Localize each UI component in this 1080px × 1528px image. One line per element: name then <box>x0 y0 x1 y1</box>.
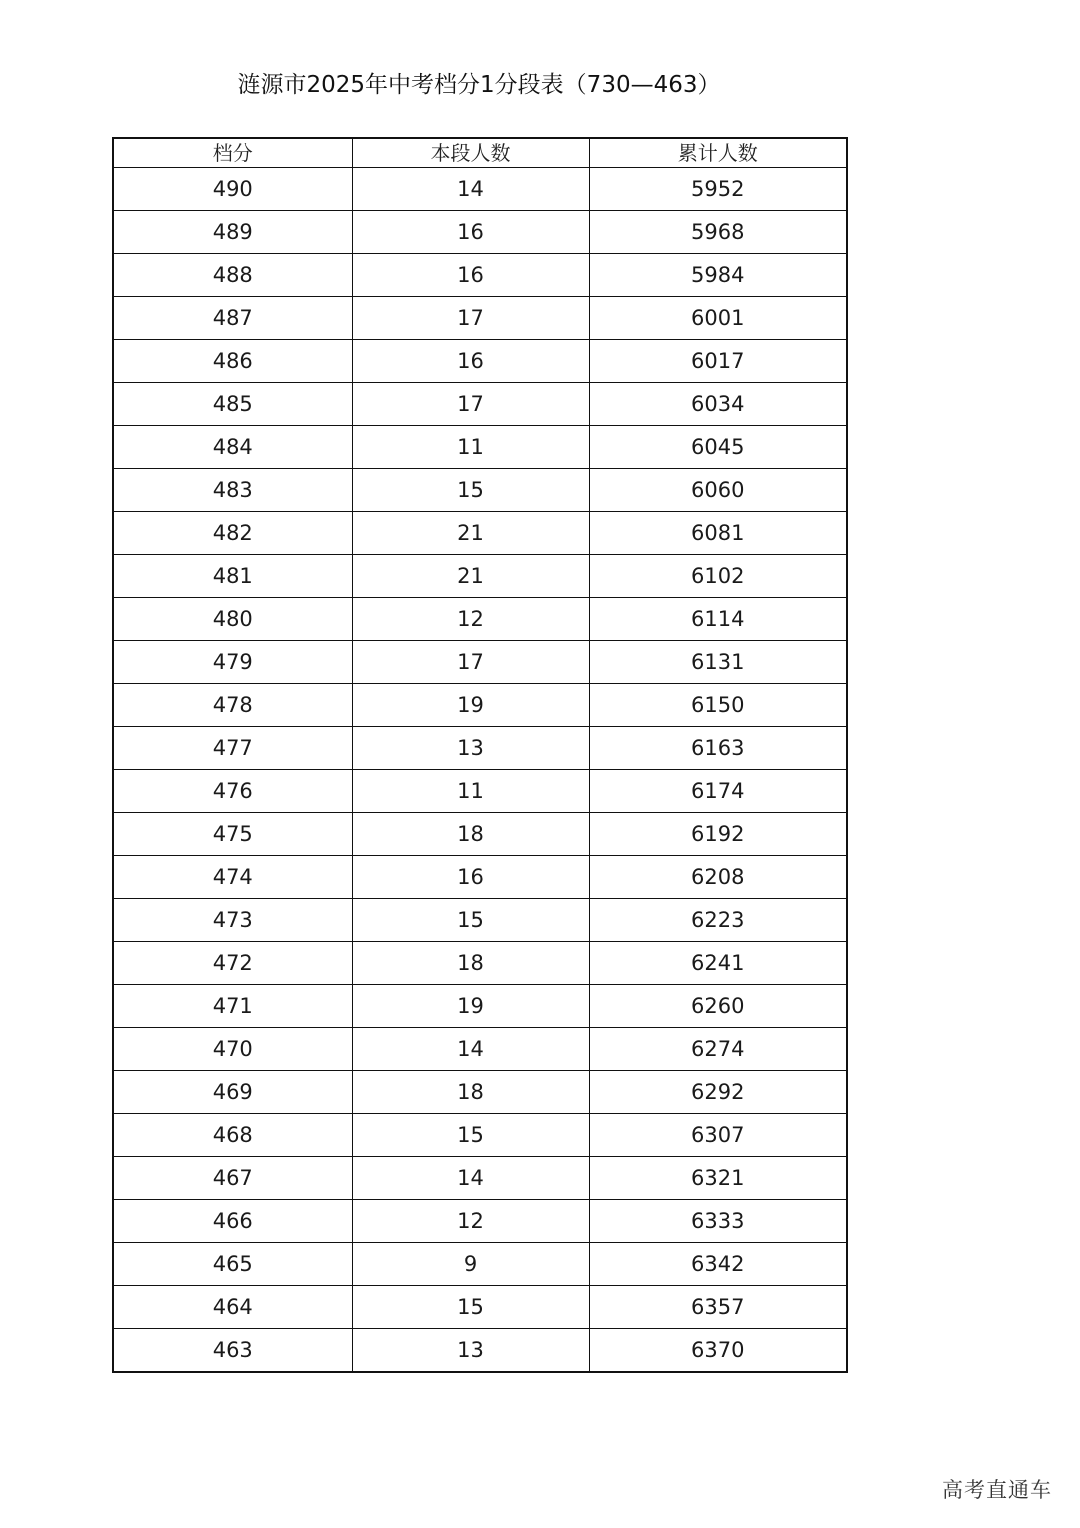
cell-score: 489 <box>113 211 352 254</box>
cell-segment-count: 14 <box>352 168 589 211</box>
table-row <box>113 727 847 770</box>
cell-cumulative-count: 6150 <box>589 684 847 727</box>
table-row <box>113 1286 847 1329</box>
cell-cumulative-count: 6274 <box>589 1028 847 1071</box>
cell-segment-count: 19 <box>352 684 589 727</box>
cell-cumulative-count: 6342 <box>589 1243 847 1286</box>
cell-segment-count: 16 <box>352 856 589 899</box>
cell-cumulative-count: 6060 <box>589 469 847 512</box>
table-row <box>113 899 847 942</box>
table-row <box>113 1028 847 1071</box>
cell-score: 463 <box>113 1329 352 1373</box>
cell-cumulative-count: 6321 <box>589 1157 847 1200</box>
cell-segment-count: 17 <box>352 383 589 426</box>
cell-segment-count: 13 <box>352 1329 589 1373</box>
cell-score: 476 <box>113 770 352 813</box>
cell-score: 486 <box>113 340 352 383</box>
table-row <box>113 211 847 254</box>
cell-segment-count: 14 <box>352 1157 589 1200</box>
cell-score: 485 <box>113 383 352 426</box>
cell-cumulative-count: 6223 <box>589 899 847 942</box>
cell-cumulative-count: 6241 <box>589 942 847 985</box>
cell-cumulative-count: 6307 <box>589 1114 847 1157</box>
cell-segment-count: 17 <box>352 297 589 340</box>
cell-score: 470 <box>113 1028 352 1071</box>
table-row <box>113 1157 847 1200</box>
score-distribution-table <box>112 137 848 1373</box>
cell-cumulative-count: 6001 <box>589 297 847 340</box>
cell-score: 484 <box>113 426 352 469</box>
document-title: 涟源市2025年中考档分1分段表（730—463） <box>237 72 721 98</box>
table-row <box>113 426 847 469</box>
table-row <box>113 555 847 598</box>
cell-segment-count: 21 <box>352 512 589 555</box>
cell-score: 477 <box>113 727 352 770</box>
cell-score: 465 <box>113 1243 352 1286</box>
cell-score: 472 <box>113 942 352 985</box>
table-row <box>113 383 847 426</box>
table-row <box>113 1071 847 1114</box>
table-body <box>113 168 847 1373</box>
table-row <box>113 512 847 555</box>
cell-segment-count: 19 <box>352 985 589 1028</box>
cell-cumulative-count: 6114 <box>589 598 847 641</box>
cell-segment-count: 21 <box>352 555 589 598</box>
cell-score: 483 <box>113 469 352 512</box>
cell-cumulative-count: 6192 <box>589 813 847 856</box>
table-row <box>113 1329 847 1373</box>
cell-score: 471 <box>113 985 352 1028</box>
cell-cumulative-count: 6081 <box>589 512 847 555</box>
cell-segment-count: 15 <box>352 899 589 942</box>
table-header-row <box>113 138 847 168</box>
cell-segment-count: 15 <box>352 1286 589 1329</box>
cell-cumulative-count: 6260 <box>589 985 847 1028</box>
table-row <box>113 1200 847 1243</box>
cell-score: 482 <box>113 512 352 555</box>
cell-score: 464 <box>113 1286 352 1329</box>
table-row <box>113 684 847 727</box>
cell-cumulative-count: 6174 <box>589 770 847 813</box>
cell-segment-count: 14 <box>352 1028 589 1071</box>
column-header-score: 档分 <box>113 138 352 168</box>
table-row <box>113 168 847 211</box>
table-row <box>113 469 847 512</box>
watermark-text: 高考直通车 <box>942 1478 1052 1502</box>
cell-segment-count: 11 <box>352 770 589 813</box>
table-row <box>113 254 847 297</box>
cell-cumulative-count: 5984 <box>589 254 847 297</box>
cell-segment-count: 9 <box>352 1243 589 1286</box>
cell-cumulative-count: 6017 <box>589 340 847 383</box>
cell-segment-count: 16 <box>352 211 589 254</box>
table-row <box>113 985 847 1028</box>
table-row <box>113 340 847 383</box>
cell-score: 481 <box>113 555 352 598</box>
table-row <box>113 813 847 856</box>
cell-cumulative-count: 6292 <box>589 1071 847 1114</box>
cell-score: 487 <box>113 297 352 340</box>
table-row <box>113 598 847 641</box>
table-row <box>113 770 847 813</box>
cell-cumulative-count: 6045 <box>589 426 847 469</box>
cell-cumulative-count: 6131 <box>589 641 847 684</box>
table-row <box>113 942 847 985</box>
cell-cumulative-count: 6370 <box>589 1329 847 1373</box>
cell-segment-count: 13 <box>352 727 589 770</box>
cell-score: 467 <box>113 1157 352 1200</box>
cell-cumulative-count: 5952 <box>589 168 847 211</box>
table-row <box>113 641 847 684</box>
cell-cumulative-count: 6333 <box>589 1200 847 1243</box>
cell-score: 473 <box>113 899 352 942</box>
cell-score: 466 <box>113 1200 352 1243</box>
table-row <box>113 297 847 340</box>
table-row <box>113 1243 847 1286</box>
cell-segment-count: 16 <box>352 340 589 383</box>
cell-cumulative-count: 6357 <box>589 1286 847 1329</box>
column-header-cumulative-count: 累计人数 <box>589 138 847 168</box>
cell-segment-count: 12 <box>352 598 589 641</box>
cell-score: 474 <box>113 856 352 899</box>
cell-segment-count: 18 <box>352 813 589 856</box>
cell-segment-count: 15 <box>352 469 589 512</box>
cell-cumulative-count: 6163 <box>589 727 847 770</box>
cell-segment-count: 15 <box>352 1114 589 1157</box>
cell-score: 490 <box>113 168 352 211</box>
table-row <box>113 1114 847 1157</box>
cell-score: 475 <box>113 813 352 856</box>
cell-score: 469 <box>113 1071 352 1114</box>
cell-score: 480 <box>113 598 352 641</box>
cell-segment-count: 12 <box>352 1200 589 1243</box>
cell-cumulative-count: 6034 <box>589 383 847 426</box>
cell-segment-count: 18 <box>352 1071 589 1114</box>
cell-cumulative-count: 6102 <box>589 555 847 598</box>
cell-cumulative-count: 6208 <box>589 856 847 899</box>
cell-score: 479 <box>113 641 352 684</box>
cell-segment-count: 17 <box>352 641 589 684</box>
cell-cumulative-count: 5968 <box>589 211 847 254</box>
cell-segment-count: 16 <box>352 254 589 297</box>
table-row <box>113 856 847 899</box>
cell-score: 488 <box>113 254 352 297</box>
cell-score: 468 <box>113 1114 352 1157</box>
column-header-segment-count: 本段人数 <box>352 138 589 168</box>
cell-segment-count: 11 <box>352 426 589 469</box>
cell-segment-count: 18 <box>352 942 589 985</box>
cell-score: 478 <box>113 684 352 727</box>
